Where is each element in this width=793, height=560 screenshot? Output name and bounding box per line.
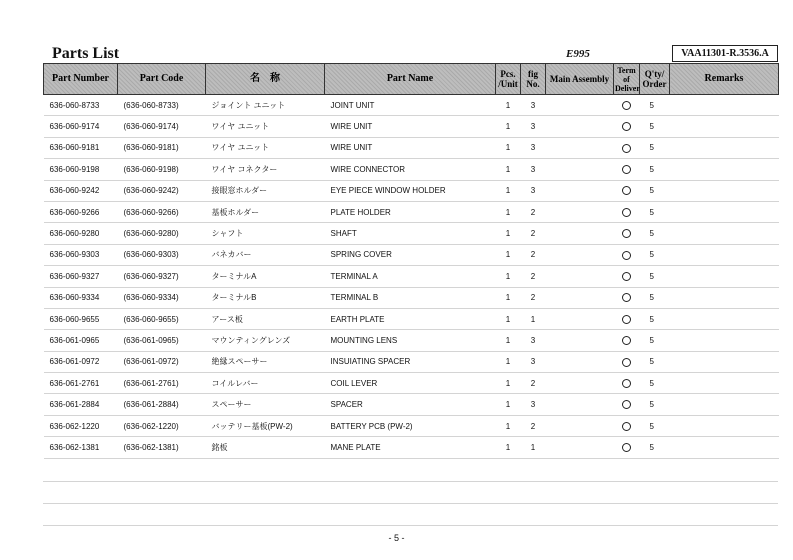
main-assembly-cell — [546, 330, 614, 351]
main-assembly-cell — [546, 137, 614, 158]
remarks-cell — [670, 351, 779, 372]
part-name-cell: WIRE CONNECTOR — [325, 159, 496, 180]
table-row — [44, 308, 779, 329]
part-name-cell: SPACER — [325, 394, 496, 415]
main-assembly-cell — [546, 201, 614, 222]
name-jp-cell: バッテリー基板(PW-2) — [206, 415, 325, 436]
part-number-cell: 636-060-9280 — [44, 223, 118, 244]
fig-no-cell: 1 — [521, 308, 546, 329]
pcs-cell: 1 — [496, 437, 521, 458]
term-of-deliver-cell — [614, 415, 640, 436]
page-title: Parts List — [52, 45, 120, 62]
remarks-cell — [670, 201, 779, 222]
main-assembly-cell — [546, 244, 614, 265]
header-remarks: Remarks — [670, 64, 779, 95]
fig-no-cell: 3 — [521, 180, 546, 201]
part-name-cell: TERMINAL B — [325, 287, 496, 308]
name-jp-cell: ワイヤ ユニット — [206, 137, 325, 158]
table-row — [44, 437, 779, 458]
term-of-deliver-cell — [614, 116, 640, 137]
name-jp-cell: 基板ホルダー — [206, 201, 325, 222]
part-name-cell: JOINT UNIT — [325, 95, 496, 116]
name-jp-cell: シャフト — [206, 223, 325, 244]
circle-mark-icon — [622, 400, 631, 409]
main-assembly-cell — [546, 266, 614, 287]
pcs-cell: 1 — [496, 373, 521, 394]
fig-no-cell: 2 — [521, 266, 546, 287]
header-part-code: Part Code — [118, 64, 206, 95]
term-of-deliver-cell — [614, 308, 640, 329]
name-jp-cell: コイルレバー — [206, 373, 325, 394]
fig-no-cell: 3 — [521, 394, 546, 415]
header-main-assembly: Main Assembly — [546, 64, 614, 95]
qty-order-cell: 5 — [640, 330, 670, 351]
part-code-cell: (636-061-2884) — [118, 394, 206, 415]
part-code-cell: (636-061-2761) — [118, 373, 206, 394]
part-name-cell: INSUIATING SPACER — [325, 351, 496, 372]
table-row — [44, 394, 779, 415]
header-fig-line2: No. — [526, 79, 540, 89]
term-of-deliver-cell — [614, 95, 640, 116]
fig-no-cell: 3 — [521, 116, 546, 137]
pcs-cell: 1 — [496, 95, 521, 116]
part-code-cell: (636-061-0972) — [118, 351, 206, 372]
part-name-cell: BATTERY PCB (PW-2) — [325, 415, 496, 436]
part-name-cell: TERMINAL A — [325, 266, 496, 287]
header-pcs-line1: Pcs. — [500, 69, 516, 79]
term-of-deliver-cell — [614, 223, 640, 244]
qty-order-cell: 5 — [640, 95, 670, 116]
remarks-cell — [670, 437, 779, 458]
table-header-row — [44, 64, 779, 95]
header-qty-order — [640, 64, 670, 95]
blank-row-line — [43, 525, 778, 526]
pcs-cell: 1 — [496, 394, 521, 415]
remarks-cell — [670, 394, 779, 415]
remarks-cell — [670, 95, 779, 116]
main-assembly-cell — [546, 116, 614, 137]
fig-no-cell: 3 — [521, 159, 546, 180]
header-name-jp: 名 称 — [206, 64, 325, 95]
term-of-deliver-cell — [614, 394, 640, 415]
name-jp-cell: 接眼窓ホルダー — [206, 180, 325, 201]
circle-mark-icon — [622, 443, 631, 452]
header-qty-line2: Order — [642, 79, 667, 89]
header-fig-no — [521, 64, 546, 95]
table-row — [44, 159, 779, 180]
part-name-cell: WIRE UNIT — [325, 116, 496, 137]
term-of-deliver-cell — [614, 244, 640, 265]
remarks-cell — [670, 330, 779, 351]
part-name-cell: MOUNTING LENS — [325, 330, 496, 351]
part-number-cell: 636-062-1220 — [44, 415, 118, 436]
name-jp-cell: ジョイント ユニット — [206, 95, 325, 116]
header-part-number: Part Number — [44, 64, 118, 95]
circle-mark-icon — [622, 336, 631, 345]
circle-mark-icon — [622, 186, 631, 195]
remarks-cell — [670, 180, 779, 201]
name-jp-cell: ワイヤ コネクター — [206, 159, 325, 180]
table-row — [44, 266, 779, 287]
part-name-cell: PLATE HOLDER — [325, 201, 496, 222]
circle-mark-icon — [622, 101, 631, 110]
main-assembly-cell — [546, 287, 614, 308]
table-row — [44, 330, 779, 351]
name-jp-cell: アース板 — [206, 308, 325, 329]
part-number-cell: 636-061-0965 — [44, 330, 118, 351]
document-number-box: VAA11301-R.3536.A — [672, 45, 778, 62]
qty-order-cell: 5 — [640, 373, 670, 394]
name-jp-cell: バネカバー — [206, 244, 325, 265]
name-jp-cell: スペーサー — [206, 394, 325, 415]
main-assembly-cell — [546, 373, 614, 394]
page-number: - 5 - — [388, 533, 405, 543]
table-row — [44, 116, 779, 137]
fig-no-cell: 2 — [521, 244, 546, 265]
part-name-cell: MANE PLATE — [325, 437, 496, 458]
fig-no-cell: 3 — [521, 351, 546, 372]
name-jp-cell: ターミナルA — [206, 266, 325, 287]
main-assembly-cell — [546, 159, 614, 180]
circle-mark-icon — [622, 293, 631, 302]
fig-no-cell: 2 — [521, 201, 546, 222]
table-row — [44, 137, 779, 158]
qty-order-cell: 5 — [640, 244, 670, 265]
term-of-deliver-cell — [614, 137, 640, 158]
parts-table-body — [44, 95, 779, 459]
parts-table — [43, 63, 779, 459]
circle-mark-icon — [622, 422, 631, 431]
main-assembly-cell — [546, 308, 614, 329]
header-qty-line1: Q'ty/ — [644, 69, 665, 79]
qty-order-cell: 5 — [640, 223, 670, 244]
header-pcs-unit — [496, 64, 521, 95]
part-code-cell: (636-060-9655) — [118, 308, 206, 329]
qty-order-cell: 5 — [640, 201, 670, 222]
name-jp-cell: 絶縁スペーサー — [206, 351, 325, 372]
fig-no-cell: 1 — [521, 437, 546, 458]
qty-order-cell: 5 — [640, 415, 670, 436]
term-of-deliver-cell — [614, 266, 640, 287]
table-row — [44, 201, 779, 222]
header-term-line3: Deliver — [615, 83, 640, 93]
term-of-deliver-cell — [614, 437, 640, 458]
main-assembly-cell — [546, 223, 614, 244]
term-of-deliver-cell — [614, 373, 640, 394]
pcs-cell: 1 — [496, 351, 521, 372]
fig-no-cell: 2 — [521, 415, 546, 436]
circle-mark-icon — [622, 315, 631, 324]
part-number-cell: 636-060-9327 — [44, 266, 118, 287]
fig-no-cell: 2 — [521, 287, 546, 308]
part-code-cell: (636-060-9198) — [118, 159, 206, 180]
term-of-deliver-cell — [614, 159, 640, 180]
part-number-cell: 636-060-9198 — [44, 159, 118, 180]
remarks-cell — [670, 159, 779, 180]
term-of-deliver-cell — [614, 180, 640, 201]
part-code-cell: (636-060-9242) — [118, 180, 206, 201]
table-row — [44, 287, 779, 308]
part-code-cell: (636-060-8733) — [118, 95, 206, 116]
main-assembly-cell — [546, 95, 614, 116]
term-of-deliver-cell — [614, 351, 640, 372]
part-code-cell: (636-060-9266) — [118, 201, 206, 222]
pcs-cell: 1 — [496, 116, 521, 137]
fig-no-cell: 2 — [521, 373, 546, 394]
qty-order-cell: 5 — [640, 266, 670, 287]
header-term-line1: Term — [617, 65, 636, 75]
table-row — [44, 415, 779, 436]
part-code-cell: (636-060-9181) — [118, 137, 206, 158]
part-code-cell: (636-061-0965) — [118, 330, 206, 351]
header-pcs-line2: /Unit — [498, 79, 518, 89]
header-fig-line1: fig — [528, 69, 538, 79]
circle-mark-icon — [622, 229, 631, 238]
circle-mark-icon — [622, 144, 631, 153]
part-number-cell: 636-060-9266 — [44, 201, 118, 222]
table-row — [44, 180, 779, 201]
name-jp-cell: マウンティングレンズ — [206, 330, 325, 351]
main-assembly-cell — [546, 437, 614, 458]
part-code-cell: (636-060-9303) — [118, 244, 206, 265]
part-name-cell: SHAFT — [325, 223, 496, 244]
name-jp-cell: ターミナルB — [206, 287, 325, 308]
main-assembly-cell — [546, 415, 614, 436]
pcs-cell: 1 — [496, 137, 521, 158]
part-name-cell: EARTH PLATE — [325, 308, 496, 329]
circle-mark-icon — [622, 251, 631, 260]
remarks-cell — [670, 266, 779, 287]
part-name-cell: COIL LEVER — [325, 373, 496, 394]
remarks-cell — [670, 415, 779, 436]
pcs-cell: 1 — [496, 159, 521, 180]
remarks-cell — [670, 244, 779, 265]
qty-order-cell: 5 — [640, 351, 670, 372]
part-code-cell: (636-060-9334) — [118, 287, 206, 308]
part-code-cell: (636-060-9327) — [118, 266, 206, 287]
header-term-of-deliver — [614, 64, 640, 95]
main-assembly-cell — [546, 394, 614, 415]
pcs-cell: 1 — [496, 223, 521, 244]
header-part-name: Part Name — [325, 64, 496, 95]
pcs-cell: 1 — [496, 244, 521, 265]
part-code-cell: (636-060-9174) — [118, 116, 206, 137]
pcs-cell: 1 — [496, 308, 521, 329]
fig-no-cell: 3 — [521, 137, 546, 158]
name-jp-cell: 銘板 — [206, 437, 325, 458]
part-number-cell: 636-060-8733 — [44, 95, 118, 116]
part-number-cell: 636-060-9303 — [44, 244, 118, 265]
table-row — [44, 351, 779, 372]
part-code-cell: (636-062-1220) — [118, 415, 206, 436]
circle-mark-icon — [622, 208, 631, 217]
part-name-cell: SPRING COVER — [325, 244, 496, 265]
circle-mark-icon — [622, 122, 631, 131]
part-code-cell: (636-062-1381) — [118, 437, 206, 458]
table-row — [44, 95, 779, 116]
part-number-cell: 636-062-1381 — [44, 437, 118, 458]
qty-order-cell: 5 — [640, 159, 670, 180]
part-number-cell: 636-061-0972 — [44, 351, 118, 372]
term-of-deliver-cell — [614, 330, 640, 351]
pcs-cell: 1 — [496, 266, 521, 287]
table-row — [44, 373, 779, 394]
model-number: E995 — [566, 48, 590, 60]
pcs-cell: 1 — [496, 201, 521, 222]
pcs-cell: 1 — [496, 415, 521, 436]
remarks-cell — [670, 287, 779, 308]
fig-no-cell: 3 — [521, 95, 546, 116]
qty-order-cell: 5 — [640, 394, 670, 415]
remarks-cell — [670, 373, 779, 394]
qty-order-cell: 5 — [640, 308, 670, 329]
fig-no-cell: 3 — [521, 330, 546, 351]
term-of-deliver-cell — [614, 201, 640, 222]
part-code-cell: (636-060-9280) — [118, 223, 206, 244]
part-number-cell: 636-061-2761 — [44, 373, 118, 394]
circle-mark-icon — [622, 358, 631, 367]
remarks-cell — [670, 308, 779, 329]
part-number-cell: 636-060-9181 — [44, 137, 118, 158]
remarks-cell — [670, 137, 779, 158]
circle-mark-icon — [622, 272, 631, 281]
fig-no-cell: 2 — [521, 223, 546, 244]
part-number-cell: 636-060-9655 — [44, 308, 118, 329]
main-assembly-cell — [546, 180, 614, 201]
qty-order-cell: 5 — [640, 180, 670, 201]
blank-row-line — [43, 481, 778, 482]
table-row — [44, 244, 779, 265]
remarks-cell — [670, 223, 779, 244]
name-jp-cell: ワイヤ ユニット — [206, 116, 325, 137]
term-of-deliver-cell — [614, 287, 640, 308]
pcs-cell: 1 — [496, 287, 521, 308]
part-number-cell: 636-060-9242 — [44, 180, 118, 201]
part-name-cell: WIRE UNIT — [325, 137, 496, 158]
qty-order-cell: 5 — [640, 437, 670, 458]
pcs-cell: 1 — [496, 180, 521, 201]
pcs-cell: 1 — [496, 330, 521, 351]
qty-order-cell: 5 — [640, 137, 670, 158]
circle-mark-icon — [622, 379, 631, 388]
part-number-cell: 636-060-9334 — [44, 287, 118, 308]
part-number-cell: 636-061-2884 — [44, 394, 118, 415]
header-term-line2: of — [623, 74, 630, 84]
qty-order-cell: 5 — [640, 116, 670, 137]
main-assembly-cell — [546, 351, 614, 372]
qty-order-cell: 5 — [640, 287, 670, 308]
circle-mark-icon — [622, 165, 631, 174]
part-number-cell: 636-060-9174 — [44, 116, 118, 137]
part-name-cell: EYE PIECE WINDOW HOLDER — [325, 180, 496, 201]
blank-row-line — [43, 503, 778, 504]
remarks-cell — [670, 116, 779, 137]
table-row — [44, 223, 779, 244]
